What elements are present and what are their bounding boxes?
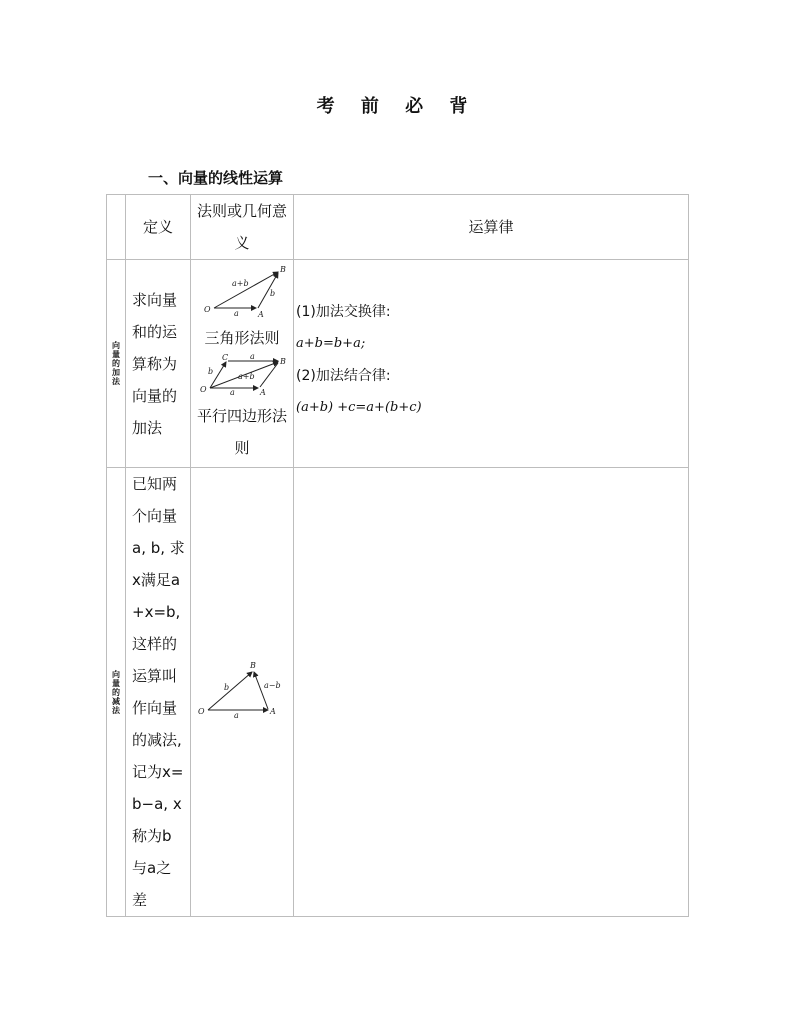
- label-a-plus-b: a+b: [232, 278, 249, 288]
- label-point-b: B: [280, 356, 286, 366]
- definition-cell: [126, 260, 191, 468]
- figure-cell: [191, 468, 294, 917]
- label-point-o: O: [200, 384, 207, 394]
- vector-a-minus-b: [254, 672, 268, 709]
- label-point-c: C: [222, 353, 229, 362]
- definition-addition: 求向量和的运算称为向量的加法: [132, 290, 178, 437]
- label-a: a: [234, 308, 239, 318]
- label-b: b: [208, 366, 214, 376]
- caption-triangle-rule: 三角形法则: [204, 328, 280, 347]
- definition-cell: [126, 468, 191, 917]
- law-line-1: (1)加法交换律:: [296, 304, 391, 320]
- law-line-3: (2)加法结合律:: [296, 368, 391, 384]
- table-row: [107, 468, 689, 917]
- laws-cell-empty: [294, 468, 689, 917]
- vector-operations-table: [106, 194, 689, 917]
- law-line-4: (a+b) +c=a+(b+c): [296, 400, 422, 415]
- law-line-2: a+b=b+a;: [296, 336, 366, 351]
- label-a-minus-b: a−b: [264, 681, 281, 690]
- header-laws: 运算律: [294, 195, 689, 260]
- label-point-o: O: [204, 304, 211, 314]
- row-label-addition: 向量的加法: [111, 341, 121, 386]
- row-label-subtraction: 向量的减法: [111, 669, 121, 715]
- figure-cell: [191, 260, 294, 468]
- table-row: [107, 260, 689, 468]
- segment-ab: [260, 363, 278, 387]
- label-point-a: A: [260, 387, 266, 396]
- header-cell-empty: [107, 195, 126, 260]
- label-a-plus-b: a+b: [238, 371, 255, 381]
- table-header-row: [107, 195, 689, 260]
- label-a: a: [234, 711, 239, 720]
- header-definition: 定义: [126, 195, 191, 260]
- label-point-a: A: [270, 707, 276, 716]
- label-point-a: A: [258, 309, 264, 318]
- laws-cell: [294, 260, 689, 468]
- section-heading: 一、向量的线性运算: [148, 169, 284, 187]
- parallelogram-rule-diagram: [194, 354, 290, 396]
- row-label-cell: [107, 260, 126, 468]
- label-point-o: O: [198, 707, 205, 716]
- label-b: b: [270, 288, 276, 298]
- header-rule: [191, 195, 294, 260]
- caption-parallelogram-rule: 平行四边形法则: [196, 406, 287, 457]
- label-point-b: B: [280, 264, 286, 274]
- header-rule-text: 法则或几何意义: [196, 202, 287, 252]
- page-title: 考 前 必 背: [316, 96, 478, 117]
- subtraction-diagram: [194, 658, 290, 722]
- label-b: b: [224, 683, 230, 692]
- label-a-top: a: [250, 353, 255, 361]
- vector-b: [208, 672, 252, 710]
- definition-subtraction: 已知两个向量a, b, 求x满足a+x=b, 这样的运算叫作向量的减法, 记为x=b−a, x称为b与a之差: [132, 475, 185, 909]
- triangle-rule-diagram: [194, 264, 290, 318]
- row-label-cell: [107, 468, 126, 917]
- label-point-b: B: [250, 661, 256, 670]
- label-a: a: [230, 387, 235, 396]
